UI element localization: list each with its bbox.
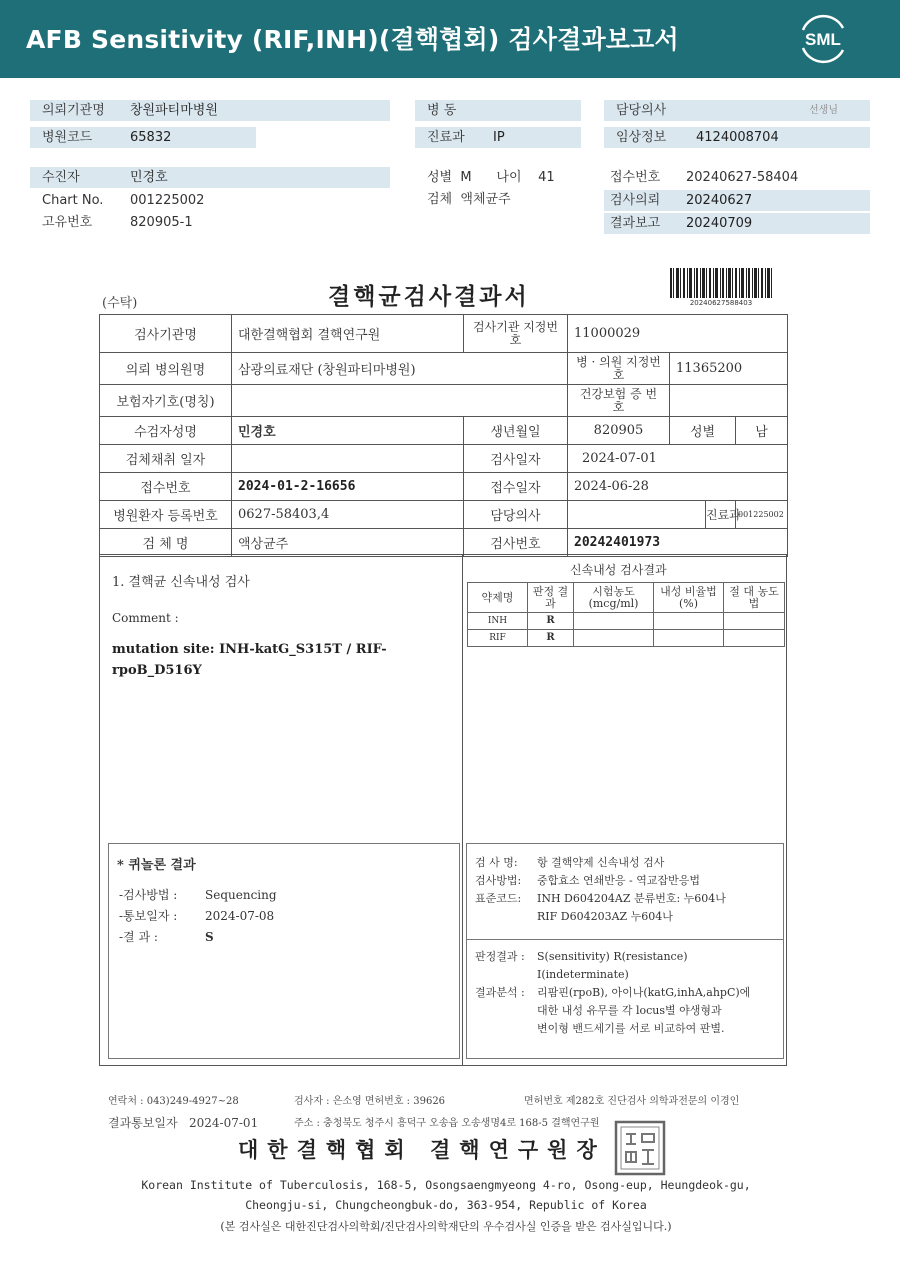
report-date-field <box>604 213 870 234</box>
sheet-info-table <box>99 314 788 557</box>
receipt-value: 20240627-58404 <box>686 170 799 185</box>
section1-title: 1. 결핵균 신속내성 검사 <box>112 575 250 590</box>
method-analysis-2: 대한 내성 유무를 각 locus별 야생형과 <box>537 1004 722 1017</box>
insurance-no-label: 건강보험 증 번 호 <box>568 385 670 417</box>
chart-field <box>30 190 204 211</box>
lab-value: 대한결핵협회 결핵연구원 <box>232 315 464 353</box>
quinolone-method <box>119 886 277 903</box>
sens-result: R <box>528 613 574 630</box>
sens-header: 시험농도 (mcg/ml) <box>574 583 654 613</box>
sex-age-field <box>415 167 555 188</box>
request-label: 검사의뢰 <box>610 193 661 208</box>
official-seal-icon <box>614 1120 666 1176</box>
scanned-result-sheet <box>96 262 796 1252</box>
doctor-label: 담당의사 <box>616 103 667 118</box>
specimen-field <box>415 189 511 210</box>
uid-field <box>30 212 193 233</box>
sheet-specimen-label: 검 체 명 <box>100 529 232 557</box>
clinical-value: 4124008704 <box>696 130 779 145</box>
method-box <box>466 843 784 1059</box>
sens-result: R <box>528 630 574 647</box>
quinolone-method-value: Sequencing <box>205 888 277 902</box>
method-item <box>475 856 664 870</box>
patient-label: 수진자 <box>42 170 80 185</box>
receipt-date-value: 2024-06-28 <box>568 473 788 501</box>
request-field <box>604 190 870 211</box>
sheet-sex-value: 남 <box>736 417 788 445</box>
footer-tester: 검사자 : 은소영 면허번호 : 39626 <box>294 1096 446 1107</box>
test-date-value: 2024-07-01 <box>568 445 788 473</box>
sens-abs <box>724 613 785 630</box>
sens-abs <box>724 630 785 647</box>
method-analysis-3: 변이형 밴드세기를 서로 비교하여 판별. <box>537 1022 725 1035</box>
chart-label: Chart No. <box>42 193 104 208</box>
chart-value: 001225002 <box>130 193 205 208</box>
footer-contact: 연락처 : 043)249-4927~28 <box>108 1096 239 1107</box>
doctor-suffix: 선생님 <box>809 105 838 116</box>
dob-value: 820905 <box>568 417 670 445</box>
method-judge-2: I(indeterminate) <box>537 968 629 981</box>
sheet-sex-label: 성별 <box>670 417 736 445</box>
receipt-date-label: 접수일자 <box>464 473 568 501</box>
req-hosp-label: 의뢰 병의원명 <box>100 353 232 385</box>
age-label: 나이 <box>496 170 522 185</box>
sens-header: 절 대 농도법 <box>724 583 785 613</box>
org-label: 의뢰기관명 <box>42 103 105 118</box>
test-no-label: 검사번호 <box>464 529 568 557</box>
comment-label: Comment : <box>112 611 179 625</box>
sensitivity-table <box>467 582 785 647</box>
code-value: 65832 <box>130 130 172 145</box>
english-address-1: Korean Institute of Tuberculosis, 168-5, Osongsaengmyeong 4-ro, Osong-eup, Heungdeok-gu, <box>141 1178 751 1192</box>
method-item-label: 검 사 명: <box>475 856 518 869</box>
receipt-label: 접수번호 <box>610 170 661 185</box>
method-item-value: 항 결핵약제 신속내성 검사 <box>537 856 665 869</box>
method-std <box>475 892 726 906</box>
insured-label: 보험자기호(명칭) <box>100 385 232 417</box>
dept-value: IP <box>493 130 505 145</box>
english-address-2: Cheongju-si, Chungcheongbuk-do, 363-954, Republic of Korea <box>245 1198 647 1212</box>
method-std-label: 표준코드: <box>475 892 522 905</box>
sens-drug: RIF <box>468 630 528 647</box>
sex-value: M <box>460 170 472 185</box>
patient-field <box>30 167 390 188</box>
age-value: 41 <box>538 170 555 185</box>
sheet-receipt-value: 2024-01-2-16656 <box>232 473 464 501</box>
sens-row-inh <box>468 613 785 630</box>
sensitivity-title: 신속내성 검사결과 <box>570 563 667 577</box>
req-hosp-value: 삼광의료재단 (창원파티마병원) <box>232 353 568 385</box>
hosp-id-label: 병 · 의원 지정번호 <box>568 353 670 385</box>
insured-value <box>232 385 568 417</box>
sheet-doctor-value <box>568 501 706 529</box>
result-section <box>99 554 787 1066</box>
specimen-label: 검체 <box>427 192 453 207</box>
request-value: 20240627 <box>686 193 753 208</box>
method-method-label: 검사방법: <box>475 874 522 887</box>
sheet-dept-value: 001225002 <box>736 501 788 529</box>
method-analysis-value: 리팜핀(rpoB), 아이나(katG,inhA,ahpC)에 <box>537 986 751 999</box>
method-judge <box>475 950 688 964</box>
code-field <box>30 127 256 148</box>
logo-text: SML <box>805 30 841 49</box>
report-date-label: 결과보고 <box>610 216 661 231</box>
patient-name-label: 수검자성명 <box>100 417 232 445</box>
hosp-id-value: 11365200 <box>670 353 788 385</box>
sheet-dept-label: 진료과 <box>706 501 736 529</box>
sens-conc <box>574 630 654 647</box>
sml-logo-icon <box>793 12 853 64</box>
method-method <box>475 874 700 888</box>
method-analysis-label: 결과분석 : <box>475 986 525 999</box>
patient-name-value: 민경호 <box>232 417 464 445</box>
report-title: AFB Sensitivity (RIF,INH)(결핵협회) 검사결과보고서 <box>26 25 679 54</box>
method-judge-value: S(sensitivity) R(resistance) <box>537 950 688 963</box>
notify-value: 2024-07-01 <box>189 1116 259 1130</box>
sheet-specimen-value: 액상균주 <box>232 529 464 557</box>
clinical-field <box>604 127 870 148</box>
patient-value: 민경호 <box>130 170 168 185</box>
method-judge-label: 판정결과 : <box>475 950 525 963</box>
report-header <box>0 0 900 78</box>
sens-header: 내성 비율법(%) <box>654 583 724 613</box>
dept-field <box>415 127 581 148</box>
uid-label: 고유번호 <box>42 215 93 230</box>
sex-label: 성별 <box>427 170 453 185</box>
sens-ratio <box>654 613 724 630</box>
lab-id-label: 검사기관 지정번호 <box>464 315 568 353</box>
sens-header: 판정 결과 <box>528 583 574 613</box>
quinolone-date-value: 2024-07-08 <box>205 909 275 923</box>
insurance-no-value <box>670 385 788 417</box>
quinolone-result <box>119 928 214 945</box>
doctor-field <box>604 100 870 121</box>
receipt-field <box>604 167 798 188</box>
test-date-label: 검사일자 <box>464 445 568 473</box>
code-label: 병원코드 <box>42 130 93 145</box>
notify-label: 결과통보일자 <box>108 1116 178 1130</box>
org-value: 창원파티마병원 <box>130 103 218 118</box>
uid-value: 820905-1 <box>130 215 193 230</box>
quinolone-title: * 퀴놀론 결과 <box>117 858 196 873</box>
quinolone-result-label: -결 과 : <box>119 930 158 944</box>
ward-field <box>415 100 581 121</box>
method-std-value: INH D604204AZ 분류번호: 누604나 <box>537 892 726 905</box>
sheet-title: 결핵균검사결과서 <box>328 283 530 310</box>
reg-label: 병원환자 등록번호 <box>100 501 232 529</box>
specimen-value: 액체균주 <box>460 192 511 207</box>
clinical-label: 임상정보 <box>616 130 667 145</box>
org-field <box>30 100 390 121</box>
institute-name: 대한결핵협회 결핵연구원장 <box>238 1138 606 1162</box>
dob-label: 생년월일 <box>464 417 568 445</box>
footer-address: 주소 : 충청북도 청주시 흥덕구 오송읍 오송생명4로 168-5 결핵연구원 <box>294 1118 600 1129</box>
collect-label: 검체채취 일자 <box>100 445 232 473</box>
sens-conc <box>574 613 654 630</box>
method-analysis <box>475 986 750 1000</box>
lab-id-value: 11000029 <box>568 315 788 353</box>
sens-drug: INH <box>468 613 528 630</box>
sheet-doctor-label: 담당의사 <box>464 501 568 529</box>
quinolone-date-label: -통보일자 : <box>119 909 178 923</box>
suta-label: (수탁) <box>102 296 138 311</box>
lab-label: 검사기관명 <box>100 315 232 353</box>
ward-label: 병 동 <box>427 103 457 118</box>
reg-value: 0627-58403,4 <box>232 501 464 529</box>
barcode-number: 20240627588403 <box>689 299 753 307</box>
quinolone-box <box>108 843 460 1059</box>
sens-row-rif <box>468 630 785 647</box>
barcode-icon <box>670 268 772 298</box>
mutation-text: mutation site: INH-katG_S315T / RIF-rpoB_D516Y <box>112 642 387 678</box>
certification-note: (본 검사실은 대한진단검사의학회/진단검사의학재단의 우수검사실 인증을 받은 검사실입니다.) <box>220 1220 672 1233</box>
sheet-receipt-label: 접수번호 <box>100 473 232 501</box>
method-method-value: 중합효소 연쇄반응 - 역교잡반응법 <box>537 874 700 887</box>
report-date-value: 20240709 <box>686 216 753 231</box>
sens-ratio <box>654 630 724 647</box>
sens-header: 약제명 <box>468 583 528 613</box>
dept-label: 진료과 <box>427 130 465 145</box>
method-std-2: RIF D604203AZ 누604나 <box>537 910 673 923</box>
quinolone-date <box>119 907 274 924</box>
quinolone-method-label: -검사방법 : <box>119 888 178 902</box>
collect-value <box>232 445 464 473</box>
footer-notify <box>108 1114 258 1131</box>
footer-license: 면허번호 제282호 진단검사 의학과전문의 이경인 <box>524 1096 740 1107</box>
quinolone-result-value: S <box>205 930 214 944</box>
test-no-value: 20242401973 <box>568 529 788 557</box>
